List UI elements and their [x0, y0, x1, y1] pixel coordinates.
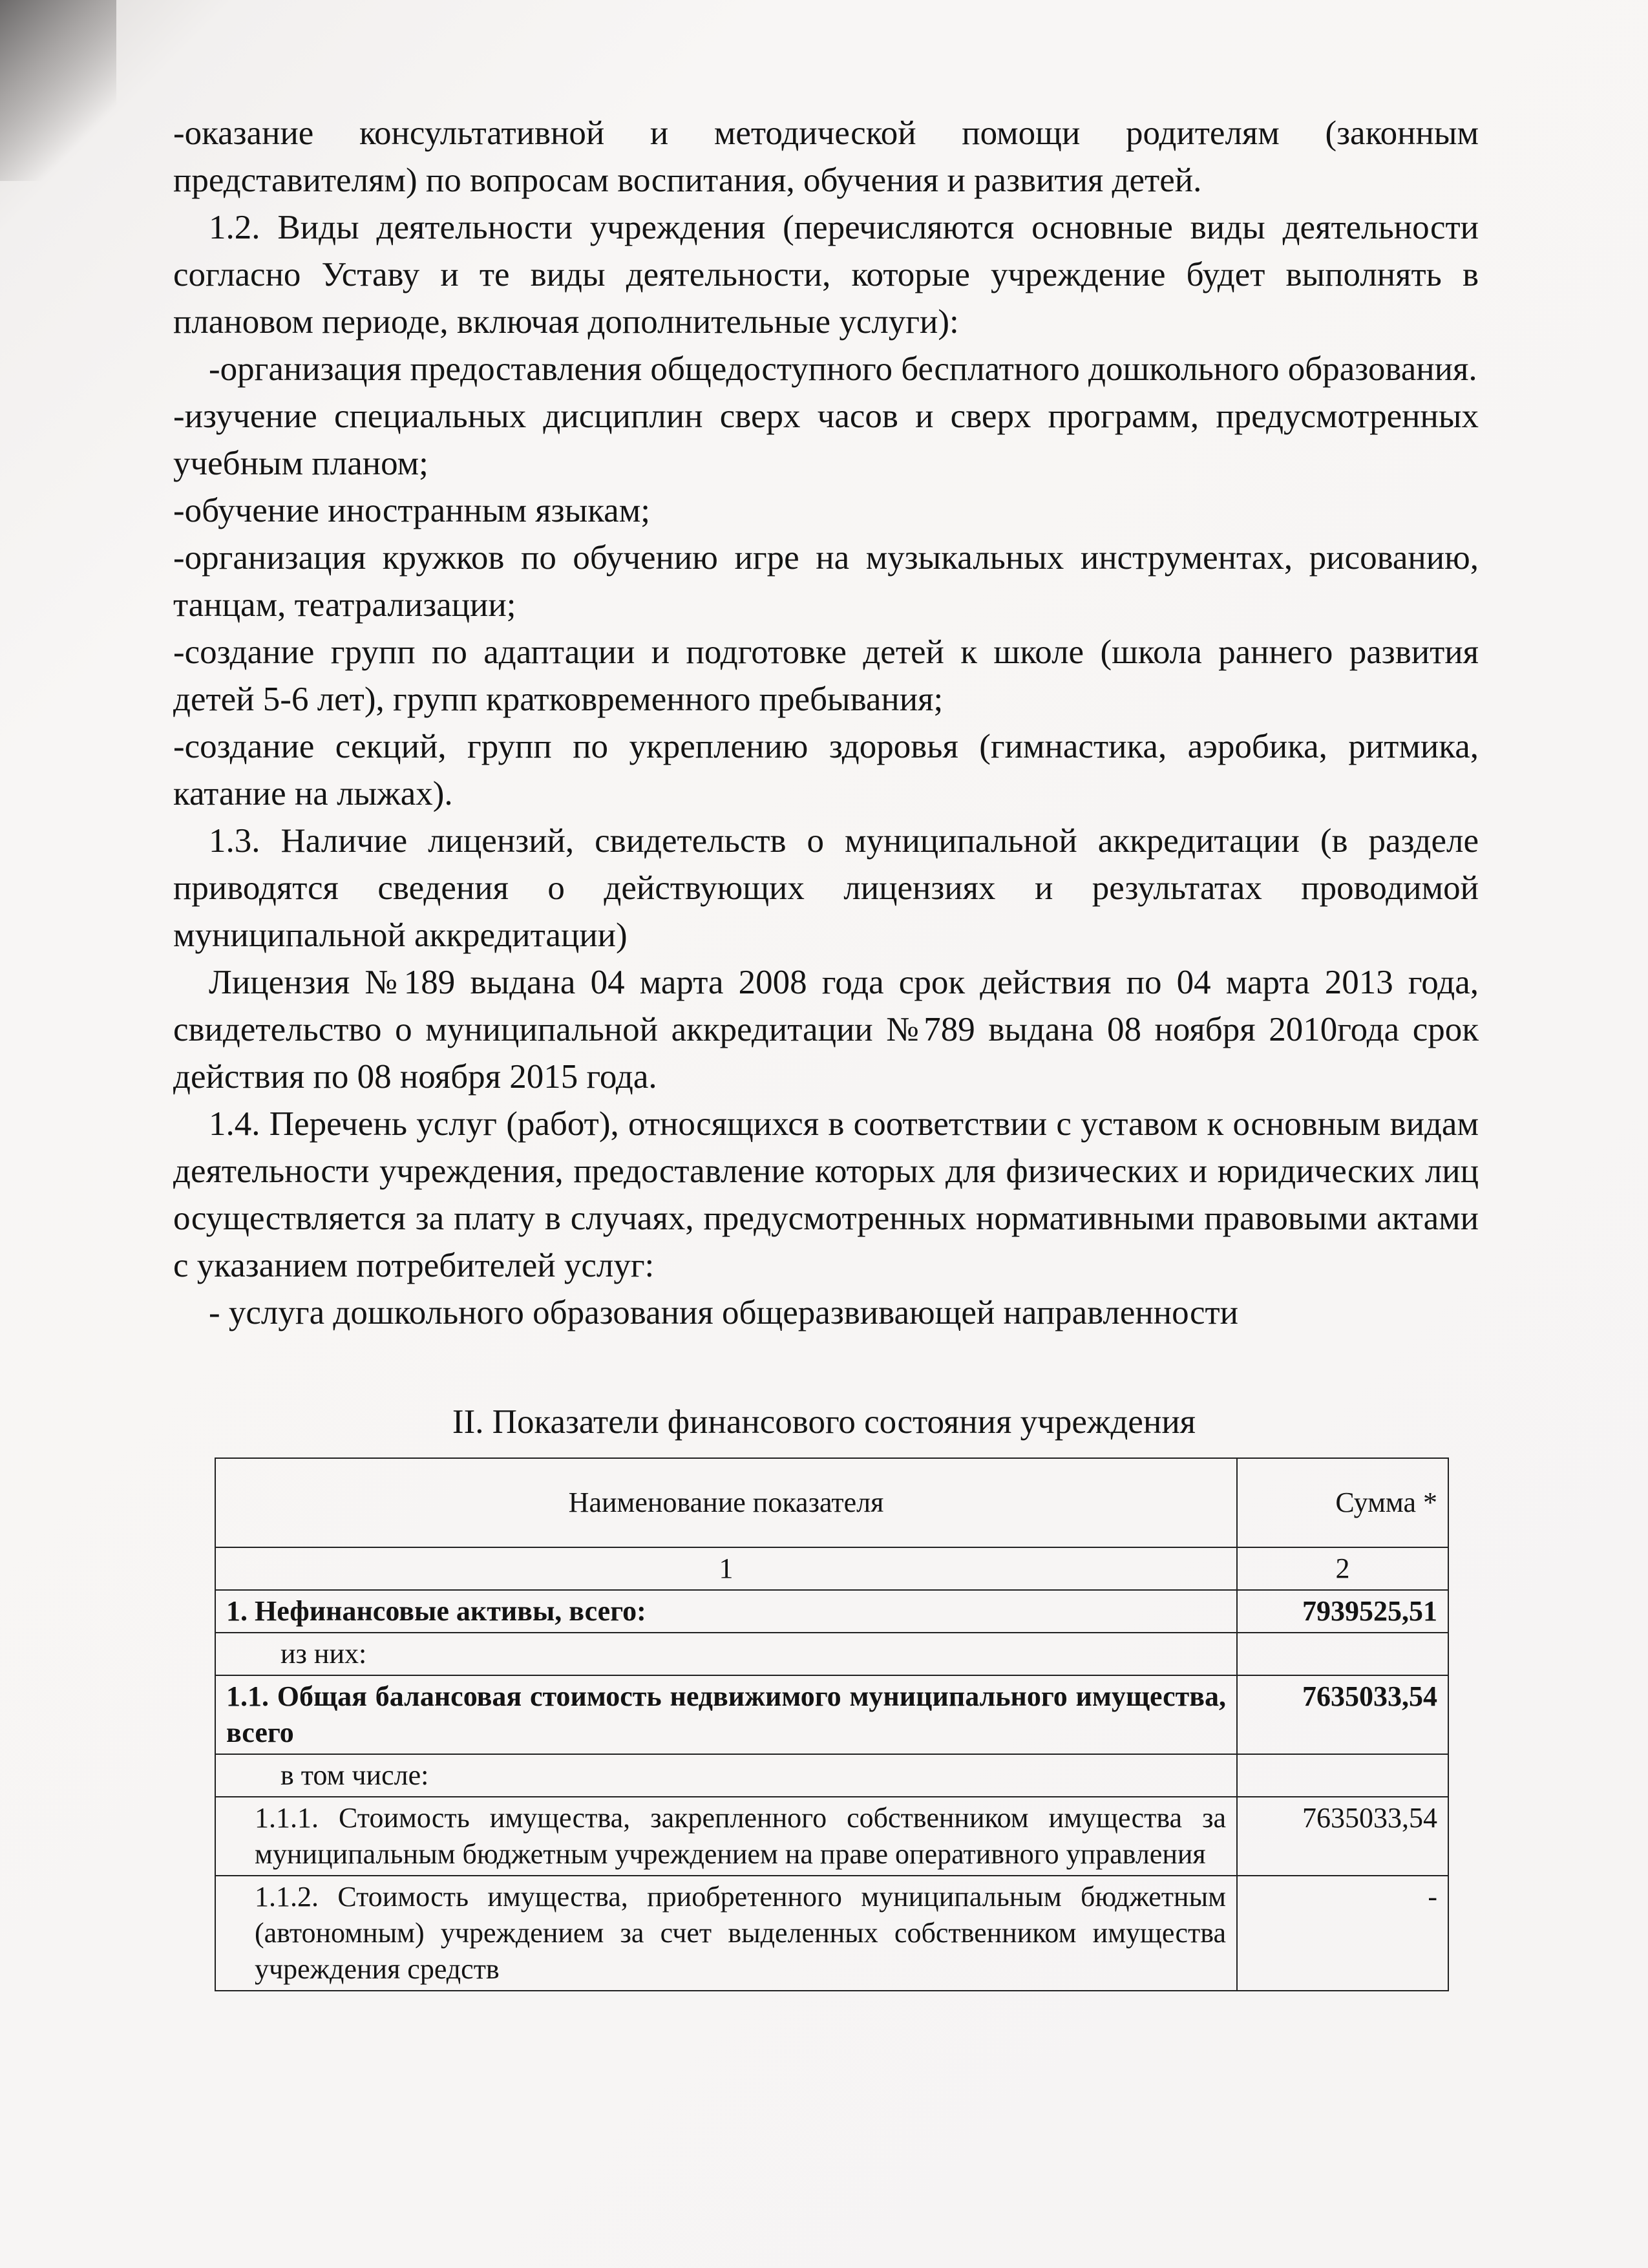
paragraph: Лицензия №189 выдана 04 марта 2008 года срок действия по 04 марта 2013 года, свидетельство о муниципальной аккредитации №789 выдана 08 ноября 2010года срок действия по 08 ноября 2015 года. — [173, 964, 1479, 1096]
row-value-cell: - — [1237, 1876, 1448, 1991]
paragraph: -оказание консультативной и методической помощи родителям (законным представителям) по вопросам воспитания, обучения и развития детей. — [173, 114, 1479, 199]
financial-indicators-table — [215, 1457, 1449, 1991]
column-number-cell: 1 — [215, 1547, 1237, 1590]
row-name-cell: 1.1.1. Стоимость имущества, закрепленного собственником имущества за муниципальным бюджетным учреждением на праве оперативного управления — [215, 1797, 1237, 1876]
row-name-cell: 1.1. Общая балансовая стоимость недвижимого муниципального имущества, всего — [215, 1675, 1237, 1754]
page-corner-shadow — [0, 0, 116, 181]
header-name-cell: Наименование показателя — [215, 1458, 1237, 1547]
table-row — [215, 1754, 1448, 1797]
row-value-cell: 7635033,54 — [1237, 1675, 1448, 1754]
table-row — [215, 1876, 1448, 1991]
row-value-cell — [1237, 1754, 1448, 1797]
paragraph: -организация предоставления общедоступного бесплатного дошкольного образования. — [209, 350, 1477, 388]
section-title: II. Показатели финансового состояния учреждения — [452, 1403, 1196, 1441]
row-name-cell: 1.1.2. Стоимость имущества, приобретенного муниципальным бюджетным (автономным) учреждением за счет выделенных собственником имущества учреждения средств — [215, 1876, 1237, 1991]
table-row — [215, 1797, 1448, 1876]
table-header-row — [215, 1458, 1448, 1547]
row-name-cell: 1. Нефинансовые активы, всего: — [215, 1590, 1237, 1633]
header-sum-cell: Сумма * — [1237, 1458, 1448, 1547]
paragraph: - услуга дошкольного образования общеразвивающей направленности — [209, 1294, 1239, 1331]
body-text — [173, 110, 1479, 1337]
paragraph: -изучение специальных дисциплин сверх часов и сверх программ, предусмотренных учебным планом; — [173, 397, 1479, 482]
table-numbering-row — [215, 1547, 1448, 1590]
paragraph: -обучение иностранным языкам; — [173, 492, 650, 529]
paragraph: -организация кружков по обучению игре на музыкальных инструментах, рисованию, танцам, театрализации; — [173, 539, 1479, 624]
row-value-cell: 7635033,54 — [1237, 1797, 1448, 1876]
paragraph: 1.2. Виды деятельности учреждения (перечисляются основные виды деятельности согласно Уставу и те виды деятельности, которые учреждение будет выполнять в плановом периоде, включая дополнительные услуги): — [173, 209, 1479, 341]
row-name-cell: в том числе: — [215, 1754, 1237, 1797]
table-row — [215, 1590, 1448, 1633]
row-value-cell — [1237, 1633, 1448, 1675]
column-number-cell: 2 — [1237, 1547, 1448, 1590]
row-name-cell: из них: — [215, 1633, 1237, 1675]
paragraph: 1.3. Наличие лицензий, свидетельств о муниципальной аккредитации (в разделе приводятся сведения о действующих лицензиях и результатах проводимой муниципальной аккредитации) — [173, 822, 1479, 954]
table-row — [215, 1675, 1448, 1754]
row-value-cell: 7939525,51 — [1237, 1590, 1448, 1633]
paragraph: -создание групп по адаптации и подготовке детей к школе (школа раннего развития детей 5-6 лет), групп кратковременного пребывания; — [173, 633, 1479, 718]
table-row — [215, 1633, 1448, 1675]
paragraph: -создание секций, групп по укреплению здоровья (гимнастика, аэробика, ритмика, катание на лыжах). — [173, 728, 1479, 812]
paragraph: 1.4. Перечень услуг (работ), относящихся в соответствии с уставом к основным видам деятельности учреждения, предоставление которых для физических и юридических лиц осуществляется за плату в случаях, предусмотренных нормативными правовыми актами с указанием потребителей услуг: — [173, 1105, 1479, 1284]
